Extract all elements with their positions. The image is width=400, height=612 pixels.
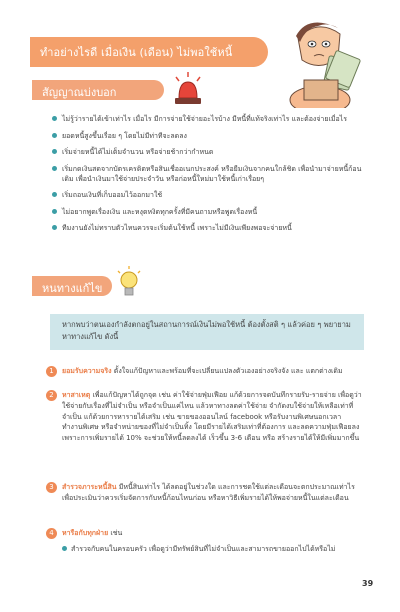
warning-section-heading bbox=[32, 80, 164, 100]
list-item: ไม่อยากพูดเรื่องเงิน และหงุดหงิดทุกครั้งที่มีคนถามหรือพูดเรื่องหนี้ bbox=[52, 207, 362, 217]
step-highlight: ยอมรับความจริง bbox=[62, 367, 112, 375]
warning-signs-list bbox=[52, 114, 362, 240]
step-text: มีหนี้สินเท่าไร ได้ลดอยู่ในช่วงใด และการชดใช้แต่ละเดือนจะตกประมาณเท่าไร เพื่อประเมินว่าควรเริ่มจัดการกับหนี้ก้อนไหนก่อน หรือหาวิธีเพิ่มรายได้ให้พอจ่ายหนี้ในแต่ละเดือน bbox=[62, 483, 355, 502]
step-item bbox=[46, 528, 364, 539]
list-item: ทีมงานยังไม่ทราบตัวไหนควรจะเริ่มต้นใช้หนี้ เพราะไม่มีเงินเพียงพอจะจ่ายหนี้ bbox=[52, 223, 362, 233]
step-number: 4 bbox=[46, 528, 57, 539]
list-item: เริ่มถอนเงินที่เก็บออมไว้ออกมาใช้ bbox=[52, 190, 362, 200]
bullet-icon bbox=[52, 133, 57, 138]
step-number: 1 bbox=[46, 366, 57, 377]
list-item: ยอดหนี้สูงขึ้นเรื่อย ๆ โดยไม่มีท่าทีจะลดลง bbox=[52, 131, 362, 141]
bullet-icon bbox=[52, 166, 57, 171]
bullet-icon bbox=[52, 209, 57, 214]
title-banner bbox=[30, 37, 268, 67]
worried-man-illustration bbox=[268, 8, 368, 108]
step-number: 3 bbox=[46, 482, 57, 493]
warning-heading-text: สัญญาณบ่งบอก bbox=[42, 86, 117, 99]
page-title: ทำอย่างไรดี เมื่อเงิน (เดือน) ไม่พอใช้หนี้ bbox=[40, 46, 233, 59]
step-highlight: หารือกับทุกฝ่าย bbox=[62, 529, 109, 537]
note-text: หากพบว่าตนเองกำลังตกอยู่ในสถานการณ์เงินไม่พอใช้หนี้ ต้องตั้งสติ ๆ แล้วค่อย ๆ พยายามหาทางแก้ไข ดังนี้ bbox=[62, 320, 351, 341]
lightbulb-icon bbox=[114, 265, 144, 301]
sub-list-item bbox=[62, 544, 364, 555]
solution-heading-text: หนทางแก้ไข bbox=[42, 282, 103, 295]
bullet-icon bbox=[52, 116, 57, 121]
step-item bbox=[46, 366, 364, 377]
bullet-icon bbox=[62, 546, 67, 551]
step-highlight: สำรวจภาระหนี้สิน bbox=[62, 483, 117, 491]
bullet-icon bbox=[52, 149, 57, 154]
list-item: เริ่มจ่ายหนี้ได้ไม่เต็มจำนวน หรือจ่ายช้ากว่ากำหนด bbox=[52, 147, 362, 157]
list-item: เริ่มกดเงินสดจากบัตรเครดิตหรือสินเชื่ออเนกประสงค์ หรือยืมเงินจากคนใกล้ชิด เพื่อนำมาจ่ายหนี้ก้อนเดิม เพื่อนำเงินมาใช้จ่ายประจำวัน หรือก่อหนี้ใหม่มาใช้หนี้เก่าเรื่อยๆ bbox=[52, 164, 362, 184]
step-number: 2 bbox=[46, 390, 57, 401]
sub-item-text: สำรวจกับคนในครอบครัว เพื่อดูว่ามีทรัพย์สินที่ไม่จำเป็นและสามารถขายออกไปได้หรือไม่ bbox=[71, 545, 336, 553]
step-text: ตั้งใจแก้ปัญหาและพร้อมที่จะเปลี่ยนแปลงตัวเองอย่างจริงจัง และ แตกต่างเดิม bbox=[111, 367, 343, 375]
step-text: เพื่อแก้ปัญหาได้ถูกจุด เช่น ค่าใช้จ่ายฟุ่มเฟือย แก้ด้วยการจดบันทึกรายรับ-รายจ่าย เพื่อดูว่า ใช้จ่ายกับเรื่องที่ไม่จำเป็น หรือจำเป็นแค่ไหน แล้วหาทางลดค่าใช้จ่าย จำกัดงบใช้จ่ายให้เหลือเท่าที่จำเป็น แก้ด้วยการหารายได้เสริม เช่น ขายของออนไลน์ facebook หรือรับงานพิเศษนอกเวลา ทำงานพิเศษ หรือจำหน่ายของที่ไม่จำเป็นทิ้ง โดยมีรายได้เสริมเท่าที่ต้องการ และลดความฟุ่มเฟือยลง เพราะการเพิ่มรายได้ 10% จะช่วยให้หนี้ลดลงได้ เร็วขึ้น 3-6 เดือน หรือ สร้างรายได้ให้มีเพิ่มมากขึ้น bbox=[62, 391, 362, 443]
step-item bbox=[46, 482, 364, 504]
bullet-icon bbox=[52, 225, 57, 230]
note-box bbox=[50, 314, 364, 350]
step-text: เช่น bbox=[108, 529, 123, 537]
bullet-icon bbox=[52, 192, 57, 197]
siren-icon bbox=[168, 70, 208, 108]
step-item bbox=[46, 390, 364, 444]
solution-section-heading bbox=[32, 276, 112, 296]
page-number: 39 bbox=[362, 579, 374, 588]
step-highlight: หาสาเหตุ bbox=[62, 391, 91, 399]
list-item: ไม่รู้ว่ารายได้เข้าเท่าไร เมื่อไร มีการจ่ายใช้จ่ายอะไรบ้าง มีหนี้ที่แท้จริงเท่าไร และต้องจ่ายเมื่อไร bbox=[52, 114, 362, 124]
